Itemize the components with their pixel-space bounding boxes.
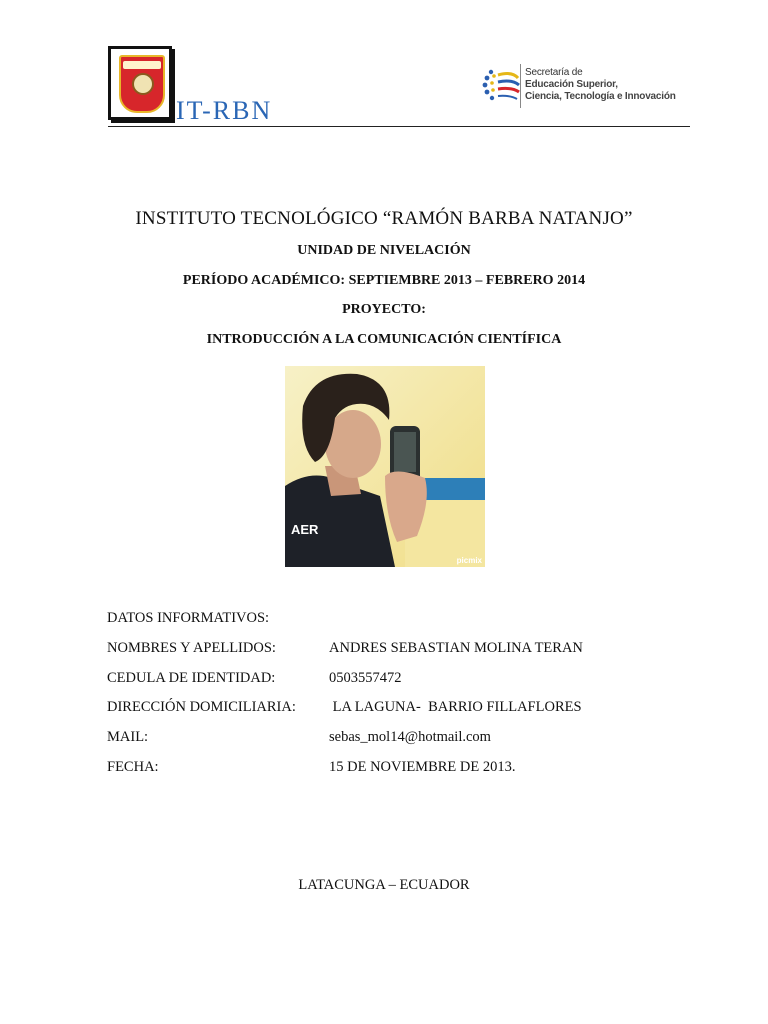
info-value: LA LAGUNA- BARRIO FILLAFLORES [329, 699, 582, 715]
svg-text:AER: AER [291, 522, 319, 537]
info-value: 0503557472 [329, 670, 402, 686]
shield-icon [119, 55, 165, 113]
logo-text: IT-RBN [176, 96, 273, 125]
info-value: sebas_mol14@hotmail.com [329, 729, 491, 745]
info-value: 15 DE NOVIEMBRE DE 2013. [329, 759, 516, 775]
student-photo [285, 366, 485, 567]
info-label: MAIL: [107, 729, 149, 745]
senescyt-logo [482, 64, 692, 112]
academic-period: PERÍODO ACADÉMICO: SEPTIEMBRE 2013 – FEBRERO 2014 [182, 273, 586, 288]
project-label: PROYECTO: [342, 302, 426, 317]
info-heading: DATOS INFORMATIVOS: [107, 610, 270, 626]
location-footer: LATACUNGA – ECUADOR [298, 877, 470, 893]
institute-title: INSTITUTO TECNOLÓGICO “RAMÓN BARBA NATANJO” [135, 208, 633, 229]
institute-logo [108, 46, 172, 120]
header [108, 44, 690, 128]
project-name: INTRODUCCIÓN A LA COMUNICACIÓN CIENTÍFICA [206, 332, 562, 347]
unit-title: UNIDAD DE NIVELACIÓN [297, 243, 471, 258]
header-divider [108, 126, 690, 127]
picmix-watermark: picmix [456, 556, 482, 565]
info-label: DIRECCIÓN DOMICILIARIA: [107, 699, 296, 715]
info-label: NOMBRES Y APELLIDOS: [107, 640, 276, 656]
info-value: ANDRES SEBASTIAN MOLINA TERAN [329, 640, 583, 656]
senescyt-dots-icon [482, 66, 522, 106]
portrait-image [285, 366, 485, 567]
senescyt-name: Secretaría de Educación Superior, Ciencia, Tecnología e Innovación [525, 67, 676, 102]
info-label: FECHA: [107, 759, 159, 775]
info-label: CEDULA DE IDENTIDAD: [107, 670, 276, 686]
